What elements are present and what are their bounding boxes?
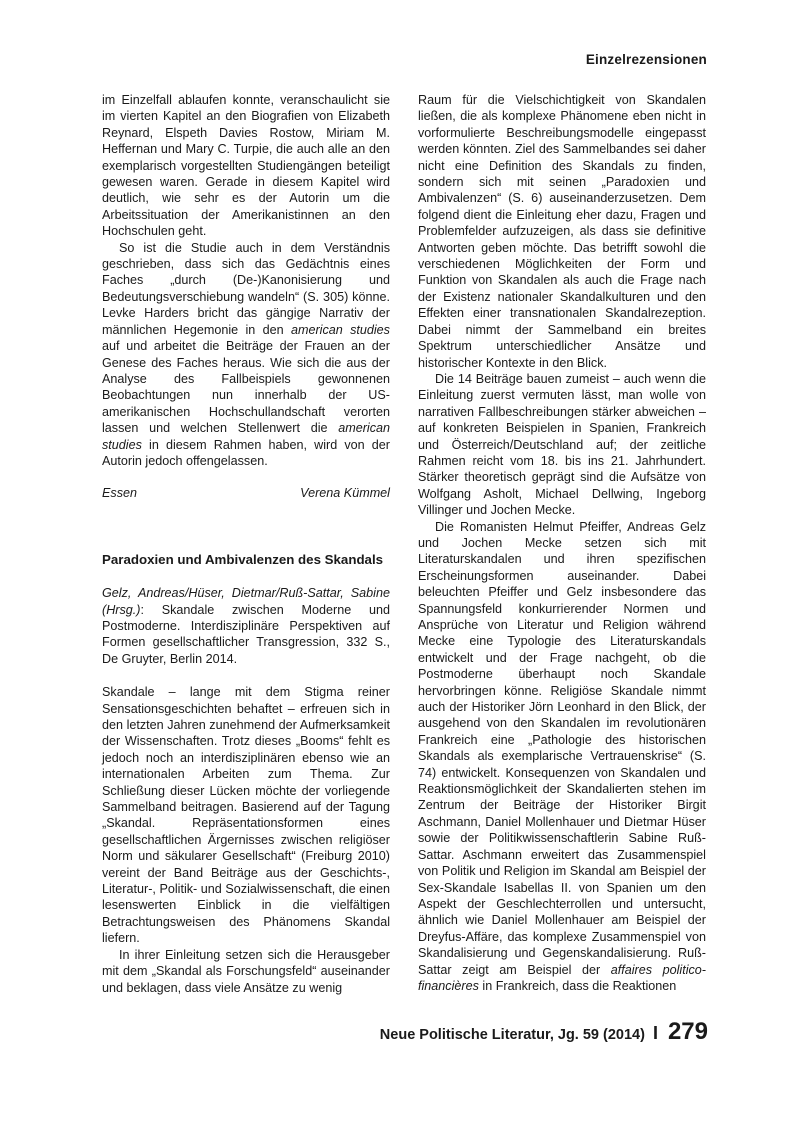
italic-term: affaires politico-financières — [418, 962, 706, 993]
journal-citation: Neue Politische Literatur, Jg. 59 (2014) — [379, 1027, 645, 1043]
paragraph: Raum für die Vielschichtigkeit von Skandalen ließen, die als komplexe Phänomene eben nicht in vorformulierte Beschreibungsmodelle eingepasst werden könnten. Ziel des Sammelbandes sei daher nicht eine Definition des Skandals zu finden, sondern sich mit seinen „Paradoxien und Ambivalenzen“ (S. 6) auseinanderzusetzen. Dem folgend dient die Einleitung eher dazu, Fragen und Problemfelder aufzuzeigen, als dass sie definitive Antworten geben möchte. Das betrifft sowohl die verschiedenen Möglichkeiten der Form und Funktion von Skandalen als auch die Frage nach der Existenz nationaler Skandalkulturen und den Effekten einer transnationalen Skandalrezeption. Dabei nimmt der Sammelband ein breites Spektrum unterschiedlicher Ansätze und historischer Kontexte in den Blick. — [418, 93, 706, 370]
italic-term: american studies — [290, 322, 390, 337]
paragraph: Skandale – lange mit dem Stigma reiner Sensationsgeschichten behaftet – erfreuen sich in den letzten Jahren zunehmend der Aufmerksamkeit der Wissenschaften. Trotz dieses „Booms“ fehlt es jedoch noch an interdisziplinären ebenso wie an internationalen Arbeiten zum Thema. Zur Schließung dieser Lücken möchte der vorliegende Sammelband beitragen. Basierend auf der Tagung „Skandal. Repräsentationsformen eines gesellschaftlichen Ärgernisses zwischen religiöser Norm und säkularer Gesellschaft“ (Freiburg 2010) vereint der Band Beiträge aus der Geschichts-, Literatur-, Politik- und Sozialwissenschaft, die einen lesenswerten Einblick in die vielfältigen Betrachtungsweisen des Phänomens Skandal liefern. — [102, 685, 390, 946]
paragraph: Die 14 Beiträge bauen zumeist – auch wenn die Einleitung zuerst vermuten lässt, man wolle von narrativen Fallbeschreibungen stärker abweichen – auf konkreten Beispielen in Spanien, Frankreich und Österreich/Deutschland auf; der zeitliche Rahmen reicht vom 18. bis ins 21. Jahrhundert. Stärker theoretisch geprägt sind die Aufsätze von Wolfgang Asholt, Michael Dellwing, Ingeborg Villinger und Jochen Mecke. — [418, 371, 706, 518]
citation-editors: Gelz, Andreas/Hüser, Dietmar/Ruß-Sattar, Sabine (Hrsg.) — [102, 586, 390, 617]
paragraph: In ihrer Einleitung setzen sich die Herausgeber mit dem „Skandal als Forschungsfeld“ auseinander und beklagen, dass viele Ansätze zu wenig — [102, 947, 390, 995]
right-column — [418, 92, 706, 994]
left-column — [102, 92, 390, 996]
signature-name: Verena Kümmel — [300, 486, 390, 501]
page-footer — [326, 1018, 708, 1046]
book-citation: Gelz, Andreas/Hüser, Dietmar/Ruß-Sattar, Sabine (Hrsg.): Skandale zwischen Moderne und Postmoderne. Interdisziplinäre Perspektiven auf Formen gesellschaftlicher Transgression, 332 S., De Gruyter, Berlin 2014. — [102, 586, 390, 666]
footer-divider: I — [652, 1023, 658, 1043]
page-number: 279 — [667, 1018, 708, 1045]
paragraph: Die Romanisten Helmut Pfeiffer, Andreas Gelz und Jochen Mecke setzen sich mit Literaturskandalen und ihren spezifischen Erscheinungsformen auseinander. Dabei beleuchten Pfeiffer und Gelz insbesondere das Spannungsfeld konkurrierender Normen und Ansprüche von Literatur und Religion während Mecke eine Typologie des Literaturskandals entwickelt und der Frage nachgeht, ob die Postmoderne überhaupt noch Skandale hervorbringen könne. Religiöse Skandale nimmt auch der Historiker Jörn Leonhard in den Blick, der ausgehend von den Skandalen im revolutionären Frankreich eine „Pathologie des historischen Skandals als exemplarische Vertrauenskrise“ (S. 74) entwickelt. Konsequenzen von Skandalen und Reaktionsmöglichkeit der Skandalierten stehen im Zentrum der Beiträge der Historiker Birgit Aschmann, Daniel Mollenhauer und Dietmar Hüser sowie der Politikwissenschaftlerin Sabine Ruß-Sattar. Aschmann erweitert das Zusammenspiel von Politik und Religion im Skandal am Beispiel der Sex-Skandale Isabellas II. von Spanien um den Aspekt der Geschlechterrollen und untersucht, ähnlich wie Daniel Mollenhauer am Beispiel der Dreyfus-Affäre, das komplexe Zusammenspiel von Skandalisierung und Gegenskandalisierung. Ruß-Sattar zeigt am Beispiel der affaires politico-financières in Frankreich, dass die Reaktionen — [418, 519, 706, 993]
paragraph: So ist die Studie auch in dem Verständnis geschrieben, dass sich das Gedächtnis eines Faches „durch (De-)Kanonisierung und Bedeutungsverschiebung wandeln“ (S. 305) könne. Levke Harders bricht das gängige Narrativ der männlichen Hegemonie in den american studies auf und arbeitet die Beiträge der Frauen an der Genese des Faches heraus. Wie sich die aus der Analyse des Fallbeispiels gewonnenen Beobachtungen nun innerhalb der US-amerikanischen Hochschullandschaft verorten lassen und welchen Stellenwert die american studies in diesem Rahmen haben, wird von der Autorin jedoch offengelassen. — [102, 240, 390, 468]
review-heading: Paradoxien und Ambivalenzen des Skandals — [102, 551, 384, 567]
paragraph: im Einzelfall ablaufen konnte, veranschaulicht sie im vierten Kapitel an den Biografien von Elizabeth Reynard, Elspeth Davies Rostow, Miriam M. Heffernan und Mary C. Turpie, die auch alle an den exemplarisch vorgestellten Studiengängen beteiligt gewesen waren. Gerade in diesem Kapitel wird deutlich, wie sehr es der Autorin um die Arbeitssituation der Amerikanistinnen an den Hochschulen geht. — [102, 93, 390, 239]
italic-term: american studies — [102, 421, 390, 452]
review-signature — [102, 485, 390, 501]
signature-place: Essen — [102, 486, 138, 501]
section-header: Einzelrezensionen — [585, 52, 707, 67]
